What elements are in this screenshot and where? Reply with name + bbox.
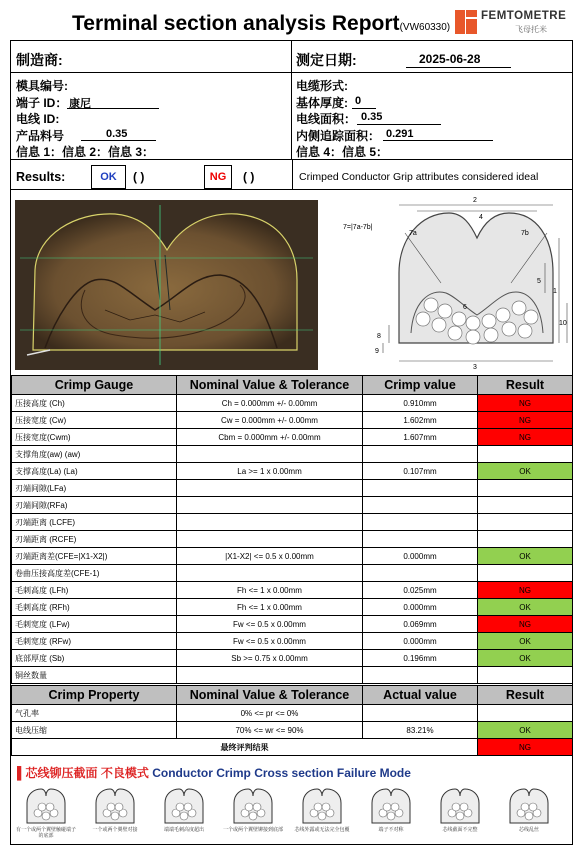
property-cell-name: 电线压缩 xyxy=(12,722,177,739)
gauge-cell-result: NG xyxy=(478,616,573,633)
gauge-header-name: Crimp Gauge xyxy=(12,376,177,395)
gauge-row xyxy=(12,412,573,429)
gauge-cell-result xyxy=(478,514,573,531)
gauge-row xyxy=(12,599,573,616)
gauge-cell-value xyxy=(363,565,478,582)
gauge-row xyxy=(12,497,573,514)
femtometre-logo xyxy=(455,8,570,36)
gauge-cell-result xyxy=(478,497,573,514)
property-header-nominal: Nominal Value & Tolerance xyxy=(177,686,363,705)
diagram-label-6: 6 xyxy=(463,304,467,311)
gauge-header-row xyxy=(12,376,573,395)
gauge-cell-nominal: Fw <= 0.5 x 0.00mm xyxy=(177,633,363,650)
gauge-cell-value: 0.196mm xyxy=(363,650,478,667)
gauge-cell-value: 0.107mm xyxy=(363,463,478,480)
gauge-header-result: Result xyxy=(478,376,573,395)
info123-label: 信息 1：信息 2：信息 3： xyxy=(16,145,155,159)
gauge-cell-value: 1.607mm xyxy=(363,429,478,446)
terminal-id-value: 康尼 xyxy=(69,98,91,110)
gauge-row xyxy=(12,650,573,667)
part-no-label: 产品料号 xyxy=(16,129,65,143)
property-cell-result: OK xyxy=(478,722,573,739)
inner-area-value: 0.291 xyxy=(386,128,414,140)
final-result-label: 最终评判结果 xyxy=(12,739,478,756)
failure-mode-icon xyxy=(366,787,416,825)
terminal-id-label: 端子 ID： xyxy=(16,96,68,110)
gauge-row xyxy=(12,633,573,650)
gauge-cell-name: 压接高度 (Ch) xyxy=(12,395,177,412)
report-code: (VW60330) xyxy=(399,22,451,33)
property-header-name: Crimp Property xyxy=(12,686,177,705)
property-cell-result xyxy=(478,705,573,722)
part-no-value: 0.35 xyxy=(106,128,128,140)
property-header-result: Result xyxy=(478,686,573,705)
failure-mode-caption: 芯线截面不完整 xyxy=(442,827,478,833)
property-body xyxy=(12,705,573,739)
gauge-body xyxy=(12,395,573,684)
final-result-value: NG xyxy=(478,739,573,756)
gauge-cell-value: 0.000mm xyxy=(363,548,478,565)
date-label: 测定日期: xyxy=(296,52,357,68)
reference-diagram xyxy=(341,193,569,371)
diagram-label-9: 9 xyxy=(375,348,379,355)
gauge-cell-name: 压接宽度(Cwm) xyxy=(12,429,177,446)
gauge-cell-name: 卷曲压接高度差(CFE-1) xyxy=(12,565,177,582)
wire-id-label: 电线 ID: xyxy=(16,112,60,126)
report-frame xyxy=(10,40,573,845)
failure-mode-item xyxy=(84,785,146,845)
diagram-formula: 7=|7a-7b| xyxy=(343,224,373,231)
gauge-cell-name: 毛刺宽度 (RFw) xyxy=(12,633,177,650)
gauge-cell-name: 刃端间隙(LFa) xyxy=(12,480,177,497)
gauge-row xyxy=(12,514,573,531)
gauge-cell-value xyxy=(363,514,478,531)
gauge-cell-nominal: Sb >= 0.75 x 0.00mm xyxy=(177,650,363,667)
failure-mode-item xyxy=(498,785,560,845)
property-cell-value: 83.21% xyxy=(363,722,478,739)
diagram-label-7a: 7a xyxy=(409,230,417,237)
gauge-cell-result xyxy=(478,531,573,548)
gauge-cell-nominal xyxy=(177,497,363,514)
failure-mode-icon xyxy=(228,787,278,825)
date-value: 2025-06-28 xyxy=(419,52,481,66)
gauge-row xyxy=(12,616,573,633)
gauge-cell-value: 0.910mm xyxy=(363,395,478,412)
maker-label: 制造商: xyxy=(16,52,63,68)
results-note: Crimped Conductor Grip attributes considered ideal xyxy=(299,171,539,183)
diagram-label-8: 8 xyxy=(377,333,381,340)
gauge-cell-value xyxy=(363,480,478,497)
failure-mode-caption: 一个或两个翼壁铆接到底部 xyxy=(222,827,283,833)
gauge-cell-value: 0.000mm xyxy=(363,599,478,616)
gauge-cell-result: NG xyxy=(478,582,573,599)
gauge-row xyxy=(12,565,573,582)
gauge-cell-nominal: Fh <= 1 x 0.00mm xyxy=(177,582,363,599)
logo-mark-icon xyxy=(455,10,477,34)
failure-mode-title-cn: 芯线铆压截面 不良模式 xyxy=(25,766,149,780)
gauge-cell-name: 底部厚度 (Sb) xyxy=(12,650,177,667)
result-ng-box: NG xyxy=(204,165,232,189)
gauge-cell-result xyxy=(478,480,573,497)
failure-mode-icon xyxy=(21,787,71,825)
gauge-header-value: Crimp value xyxy=(363,376,478,395)
gauge-cell-result: OK xyxy=(478,650,573,667)
property-header-value: Actual value xyxy=(363,686,478,705)
diagram-label-1: 1 xyxy=(553,288,557,295)
gauge-cell-nominal: Cbm = 0.000mm +/- 0.00mm xyxy=(177,429,363,446)
failure-mode-item xyxy=(222,785,284,845)
base-thickness-label: 基体厚度: xyxy=(296,96,348,110)
failure-mode-caption: 一个或两个翼壁对接 xyxy=(92,827,138,833)
gauge-cell-nominal xyxy=(177,514,363,531)
failure-mode-caption: 端子不对称 xyxy=(378,827,404,833)
cable-type-label: 电缆形式: xyxy=(296,79,348,93)
wire-area-value: 0.35 xyxy=(361,111,383,123)
gauge-cell-result: NG xyxy=(478,395,573,412)
gauge-cell-result xyxy=(478,446,573,463)
failure-mode-item xyxy=(360,785,422,845)
gauge-cell-result xyxy=(478,667,573,684)
gauge-cell-value: 0.025mm xyxy=(363,582,478,599)
diagram-label-3: 3 xyxy=(473,364,477,371)
report-title-text: Terminal section analysis Report xyxy=(72,12,400,35)
gauge-cell-value: 0.000mm xyxy=(363,633,478,650)
gauge-cell-name: 支撑高度(La) (La) xyxy=(12,463,177,480)
cross-section-micrograph xyxy=(15,200,318,370)
property-cell-value xyxy=(363,705,478,722)
property-header-row xyxy=(12,686,573,705)
gauge-cell-nominal: Fh <= 1 x 0.00mm xyxy=(177,599,363,616)
gauge-cell-name: 毛刺高度 (LFh) xyxy=(12,582,177,599)
result-ng-paren: ( ) xyxy=(243,170,255,184)
gauge-cell-result: OK xyxy=(478,633,573,650)
gauge-cell-nominal xyxy=(177,446,363,463)
final-result-row xyxy=(12,739,573,756)
property-cell-name: 气孔率 xyxy=(12,705,177,722)
results-bottom xyxy=(11,41,572,190)
gauge-cell-value xyxy=(363,446,478,463)
failure-mode-icon xyxy=(504,787,554,825)
failure-mode-item xyxy=(153,785,215,845)
gauge-cell-nominal xyxy=(177,565,363,582)
crimp-gauge-table xyxy=(11,375,573,684)
failure-mode-item xyxy=(291,785,353,845)
gauge-cell-name: 刃端距离 (RCFE) xyxy=(12,531,177,548)
inner-area-label: 内侧追踪面积： xyxy=(296,129,381,143)
gauge-cell-value: 0.069mm xyxy=(363,616,478,633)
failure-mode-item xyxy=(429,785,491,845)
property-row xyxy=(12,722,573,739)
gauge-cell-name: 毛刺高度 (RFh) xyxy=(12,599,177,616)
gauge-cell-result: NG xyxy=(478,412,573,429)
gauge-row xyxy=(12,446,573,463)
gauge-cell-name: 毛刺宽度 (LFw) xyxy=(12,616,177,633)
gauge-cell-nominal: La >= 1 x 0.00mm xyxy=(177,463,363,480)
gauge-cell-result xyxy=(478,565,573,582)
failure-mode-icon xyxy=(297,787,347,825)
diagram-label-2: 2 xyxy=(473,197,477,204)
gauge-cell-result: NG xyxy=(478,429,573,446)
result-ok-box: OK xyxy=(91,165,126,189)
result-ok-paren: ( ) xyxy=(133,170,145,184)
gauge-row xyxy=(12,667,573,684)
reference-diagram-drawing xyxy=(341,193,569,371)
failure-mode-icon xyxy=(90,787,140,825)
gauge-row xyxy=(12,582,573,599)
diagram-label-5: 5 xyxy=(537,278,541,285)
gauge-row xyxy=(12,480,573,497)
gauge-row xyxy=(12,429,573,446)
gauge-cell-value: 1.602mm xyxy=(363,412,478,429)
diagram-label-10: 10 xyxy=(559,320,567,327)
gauge-row xyxy=(12,463,573,480)
failure-mode-title xyxy=(17,764,411,781)
info45-label: 信息 4：信息 5： xyxy=(296,145,389,159)
gauge-header-nominal: Nominal Value & Tolerance xyxy=(177,376,363,395)
gauge-row xyxy=(12,531,573,548)
report-title xyxy=(72,12,450,36)
gauge-cell-result: OK xyxy=(478,548,573,565)
gauge-cell-value xyxy=(363,497,478,514)
property-cell-nominal: 70% <= wr <= 90% xyxy=(177,722,363,739)
gauge-row xyxy=(12,548,573,565)
gauge-cell-nominal xyxy=(177,480,363,497)
property-row xyxy=(12,705,573,722)
results-label: Results: xyxy=(16,170,66,184)
failure-mode-caption: 芯线外露或无法完全包覆 xyxy=(294,827,350,833)
gauge-cell-result: OK xyxy=(478,599,573,616)
gauge-cell-name: 铜丝数量 xyxy=(12,667,177,684)
mold-label: 模具编号: xyxy=(16,79,68,93)
crimp-property-table xyxy=(11,685,573,756)
failure-mode-strip xyxy=(11,785,572,845)
gauge-cell-name: 刃端距离 (LCFE) xyxy=(12,514,177,531)
failure-mode-caption: 端端毛刺高度超出 xyxy=(163,827,204,833)
gauge-cell-value xyxy=(363,667,478,684)
gauge-cell-result: OK xyxy=(478,463,573,480)
base-thickness-value: 0 xyxy=(355,95,362,107)
gauge-row xyxy=(12,395,573,412)
diagram-label-7b: 7b xyxy=(521,230,529,237)
micrograph-image xyxy=(15,200,318,370)
gauge-cell-value xyxy=(363,531,478,548)
gauge-cell-name: 刃端距离差(CFE=|X1-X2|) xyxy=(12,548,177,565)
gauge-cell-nominal: Ch = 0.000mm +/- 0.00mm xyxy=(177,395,363,412)
logo-cn: 飞母托米 xyxy=(515,25,547,34)
gauge-cell-nominal: Fw <= 0.5 x 0.00mm xyxy=(177,616,363,633)
property-cell-nominal: 0% <= pr <= 0% xyxy=(177,705,363,722)
gauge-cell-nominal xyxy=(177,531,363,548)
gauge-cell-name: 刃端间隙(RFa) xyxy=(12,497,177,514)
gauge-cell-nominal: |X1-X2| <= 0.5 x 0.00mm xyxy=(177,548,363,565)
failure-mode-caption: 有一个或两个翼壁触碰端子的底部 xyxy=(15,827,76,839)
gauge-cell-nominal: Cw = 0.000mm +/- 0.00mm xyxy=(177,412,363,429)
diagram-label-4: 4 xyxy=(479,214,483,221)
gauge-cell-nominal xyxy=(177,667,363,684)
logo-name: FEMTOMETRE xyxy=(481,10,567,22)
gauge-cell-name: 压接宽度 (Cw) xyxy=(12,412,177,429)
failure-mode-caption: 芯线乱丝 xyxy=(518,827,539,833)
failure-mode-item xyxy=(15,785,77,845)
failure-mode-icon xyxy=(159,787,209,825)
failure-mode-icon xyxy=(435,787,485,825)
failure-mode-title-en: Conductor Crimp Cross section Failure Mode xyxy=(152,766,411,780)
failure-mode-flag-icon: ▌ xyxy=(17,766,26,780)
gauge-cell-name: 支撑角度(aw) (aw) xyxy=(12,446,177,463)
wire-area-label: 电线面积： xyxy=(296,112,357,126)
